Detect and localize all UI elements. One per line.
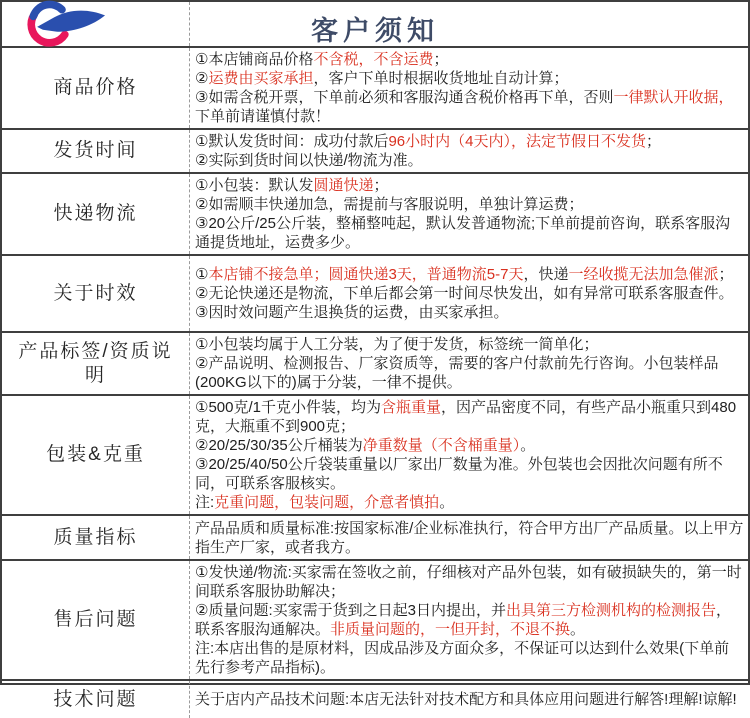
notice-text: ； bbox=[645, 133, 661, 150]
notice-line bbox=[195, 639, 744, 677]
notice-text: ②实际到货时间以快递/物流为准。 bbox=[195, 152, 423, 169]
notice-header bbox=[2, 2, 748, 48]
row-label: 技术问题 bbox=[53, 688, 138, 710]
notice-text: 。 bbox=[570, 621, 586, 638]
highlighted-text: 非质量问题的，一但开封，不退不换 bbox=[330, 621, 571, 638]
notice-text: 。 bbox=[520, 437, 536, 454]
row-label: 关于时效 bbox=[53, 282, 138, 304]
notice-line bbox=[195, 195, 744, 214]
table-row bbox=[2, 561, 748, 681]
notice-text: ③如需含税开票，下单前必须和客服沟通含税价格再下单，否则 bbox=[195, 89, 614, 106]
notice-text: ，客户下单时根据收货地址自动计算； bbox=[313, 70, 569, 87]
row-content bbox=[189, 48, 748, 128]
notice-table-body bbox=[2, 48, 748, 718]
notice-line bbox=[195, 303, 744, 322]
page-title: 客户须知 bbox=[311, 16, 439, 46]
highlighted-text: 圆通快递 bbox=[313, 177, 374, 194]
notice-line bbox=[195, 214, 744, 252]
row-content bbox=[189, 516, 748, 559]
notice-line bbox=[195, 265, 744, 284]
highlighted-text: 不含税，不含运费 bbox=[313, 51, 434, 68]
row-content bbox=[189, 333, 748, 394]
row-label: 发货时间 bbox=[53, 140, 138, 161]
highlighted-text: 一经收揽无法加急催派 bbox=[568, 266, 719, 283]
notice-text: ① bbox=[195, 266, 209, 283]
notice-text: ； bbox=[718, 266, 734, 283]
highlighted-text: 净重数量（不含桶重量） bbox=[362, 437, 521, 454]
notice-text: ，因产品密度不同，有些产品小瓶重只到480克，大瓶重不到900克； bbox=[195, 399, 737, 435]
notice-line bbox=[195, 132, 744, 151]
notice-line bbox=[195, 398, 744, 436]
notice-text: ，联系客服沟通解决。 bbox=[195, 602, 731, 638]
notice-text: ①本店铺商品价格 bbox=[195, 51, 314, 68]
notice-text: ①小包装：默认发 bbox=[195, 177, 314, 194]
row-label: 商品价格 bbox=[53, 77, 138, 98]
table-row bbox=[2, 396, 748, 516]
notice-line bbox=[195, 519, 744, 557]
notice-text: ①发快递/物流:买家需在签收之前，仔细核对产品外包装，如有破损缺失的，第一时间联系客服协助解决； bbox=[195, 564, 742, 600]
notice-text: ②质量问题:买家需于货到之日起3日内提出，并 bbox=[195, 602, 506, 619]
table-row bbox=[2, 681, 748, 718]
notice-line bbox=[195, 50, 744, 69]
table-row bbox=[2, 130, 748, 174]
highlighted-text: 克重问题，包装问题，介意者慎拍 bbox=[214, 494, 440, 511]
notice-text: ③20公斤/25公斤装，整桶整吨起，默认发普通物流;下单前提前咨询，联系客服沟通提货地址，运费多少。 bbox=[195, 215, 731, 251]
notice-text: ②如需顺丰快递加急，需提前与客服说明，单独计算运费； bbox=[195, 196, 584, 213]
notice-line bbox=[195, 354, 744, 392]
notice-text: 注: bbox=[195, 494, 215, 511]
row-content bbox=[189, 396, 748, 514]
notice-text: 下单前请谨慎付款！ bbox=[195, 108, 331, 125]
notice-line bbox=[195, 88, 744, 126]
notice-line bbox=[195, 563, 744, 601]
notice-text: ①500克/1千克小件装，均为 bbox=[195, 399, 381, 416]
row-content bbox=[189, 256, 748, 331]
highlighted-text: 含瓶重量 bbox=[381, 399, 442, 416]
highlighted-text: 本店铺不接急单；圆通快递3天，普通物流5-7天 bbox=[208, 266, 524, 283]
notice-text: ② bbox=[195, 70, 209, 87]
table-row bbox=[2, 256, 748, 333]
row-content bbox=[189, 130, 748, 172]
notice-text: ①小包装均属于人工分装，为了便于发货，标签统一简单化； bbox=[195, 336, 599, 353]
table-row bbox=[2, 174, 748, 256]
highlighted-text: 一律默认开收据， bbox=[613, 89, 734, 106]
notice-line bbox=[195, 69, 744, 88]
notice-line bbox=[195, 335, 744, 354]
notice-text: 关于店内产品技术问题:本店无法针对技术配方和具体应用问题进行解答!理解!谅解! bbox=[195, 691, 737, 708]
notice-text: 注:本店出售的是原材料，因成品涉及方面众多，不保证可以达到什么效果(下单前先行参考产品指标)。 bbox=[195, 640, 730, 676]
highlighted-text: 运费由买家承担 bbox=[208, 70, 314, 87]
notice-line bbox=[195, 690, 744, 709]
notice-text: ； bbox=[373, 177, 389, 194]
row-label: 质量指标 bbox=[53, 526, 138, 548]
table-row bbox=[2, 333, 748, 396]
notice-text: ③20/25/40/50公斤袋装重量以厂家出厂数量为准。外包装也会因批次问题有所不同，可联系客服核实。 bbox=[195, 456, 723, 492]
notice-text: ②产品说明、检测报告、厂家资质等，需要的客户付款前先行咨询。小包装样品(200KG以下的)属于分装，一律不提供。 bbox=[195, 355, 719, 391]
notice-line bbox=[195, 601, 744, 639]
notice-line bbox=[195, 151, 744, 170]
notice-text: ①默认发货时间：成功付款后 bbox=[195, 133, 389, 150]
notice-line bbox=[195, 284, 744, 303]
notice-line bbox=[195, 176, 744, 195]
table-row bbox=[2, 516, 748, 561]
notice-line bbox=[195, 436, 744, 455]
notice-text: 产品品质和质量标准:按国家标准/企业标准执行，符合甲方出厂产品质量。以上甲方指生产厂家，或者我方。 bbox=[195, 519, 744, 556]
highlighted-text: 96小时内（4天内），法定节假日不发货 bbox=[388, 133, 646, 150]
row-label: 包装&克重 bbox=[46, 444, 145, 465]
notice-text: ②无论快递还是物流，下单后都会第一时间尽快发出，如有异常可联系客服查件。 bbox=[195, 285, 734, 302]
table-row bbox=[2, 48, 748, 130]
notice-line bbox=[195, 455, 744, 493]
row-content bbox=[189, 681, 748, 718]
notice-text: ，快递 bbox=[523, 266, 569, 283]
row-content bbox=[189, 561, 748, 679]
notice-text: ③因时效问题产生退换货的运费，由买家承担。 bbox=[195, 304, 509, 321]
row-label: 产品标签/资质说明 bbox=[18, 340, 173, 386]
notice-text: ； bbox=[433, 51, 449, 68]
highlighted-text: 出具第三方检测机构的检测报告 bbox=[505, 602, 716, 619]
notice-text: 。 bbox=[439, 494, 455, 511]
row-label: 快递物流 bbox=[53, 203, 138, 224]
row-label: 售后问题 bbox=[53, 609, 138, 630]
row-content bbox=[189, 174, 748, 254]
notice-line bbox=[195, 493, 744, 512]
notice-text: ②20/25/30/35公斤桶装为 bbox=[195, 437, 363, 454]
